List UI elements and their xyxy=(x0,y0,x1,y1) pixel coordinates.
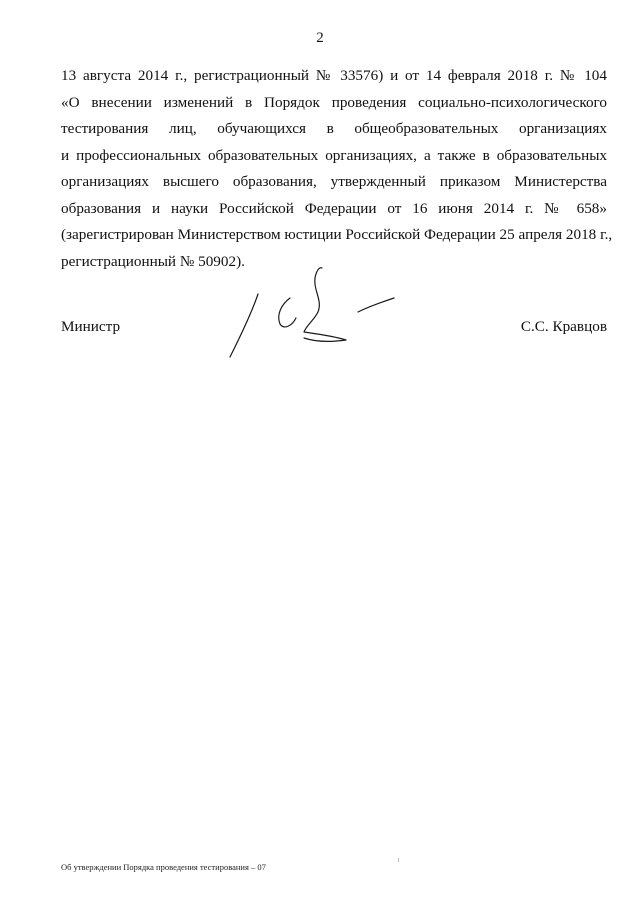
text-line: тестирования лиц, обучающихся в общеобразовательных организациях xyxy=(61,120,607,137)
footer-note: Об утверждении Порядка проведения тестирования – 07 xyxy=(61,862,266,872)
text-line: организациях высшего образования, утвержденный приказом Министерства xyxy=(61,173,607,190)
text-line: «О внесении изменений в Порядок проведения социально-психологического xyxy=(61,93,607,111)
text-line: 13 августа 2014 г., регистрационный № 33576) и от 14 февраля 2018 г. № 104 xyxy=(61,67,607,84)
signatory-name: С.С. Кравцов xyxy=(520,318,607,335)
text-line: образования и науки Российской Федерации от 16 июня 2014 г. № 658» xyxy=(61,199,607,217)
text-line: и профессиональных образовательных организациях, а также в образовательных xyxy=(61,146,607,164)
text-line: (зарегистрирован Министерством юстиции Российской Федерации 25 апреля 2018 г., xyxy=(61,226,613,243)
text-line: регистрационный № 50902). xyxy=(61,252,245,270)
body-paragraph xyxy=(61,63,613,275)
signatory-position: Министр xyxy=(61,318,121,335)
scan-artifact xyxy=(398,858,399,862)
handwritten-signature xyxy=(222,262,402,362)
page-number: 2 xyxy=(316,30,324,46)
